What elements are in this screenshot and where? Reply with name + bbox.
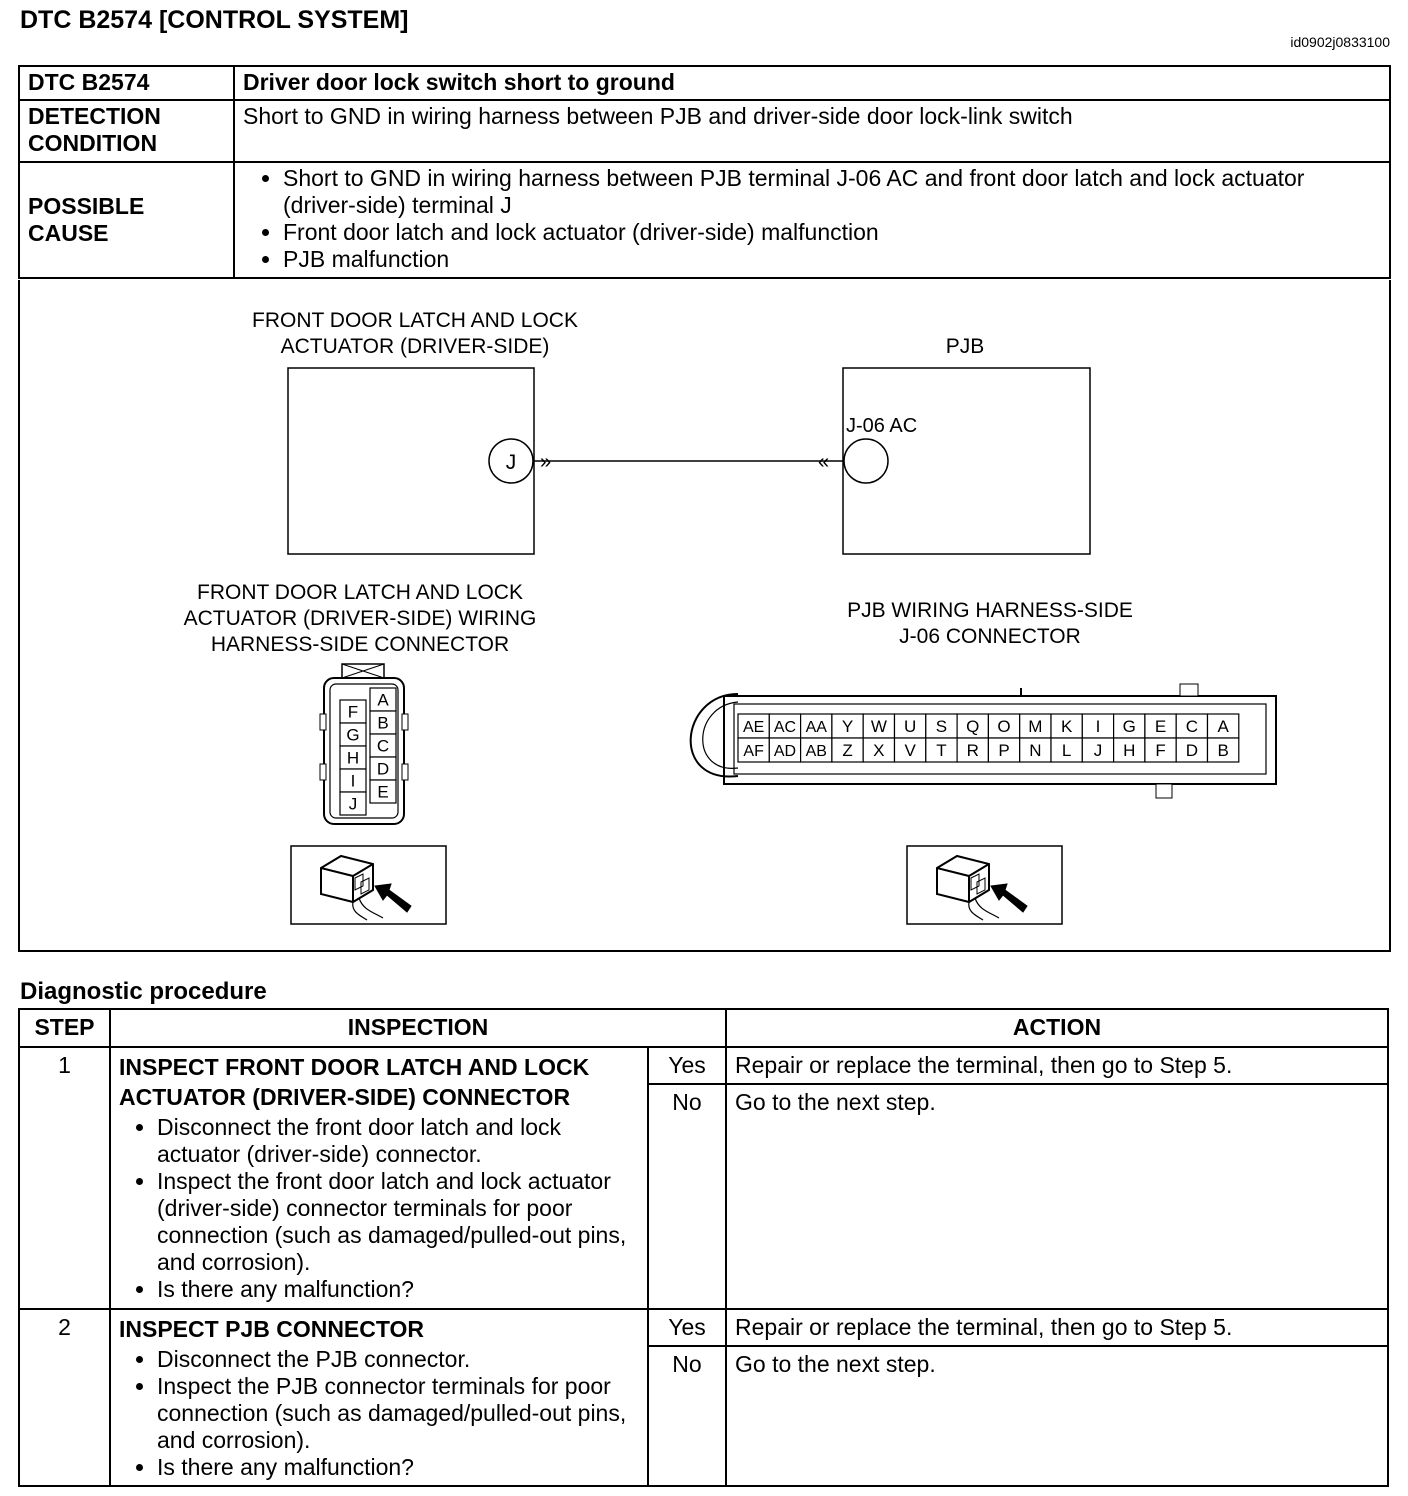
yes-action: Repair or replace the terminal, then go to Step 5. xyxy=(726,1309,1388,1346)
pjb-pin: A xyxy=(1217,717,1229,736)
step-title: INSPECT FRONT DOOR LATCH AND LOCK ACTUATOR (DRIVER-SIDE) CONNECTOR xyxy=(119,1054,590,1110)
actuator-terminal-label: J xyxy=(505,451,517,474)
step-bullets xyxy=(119,1114,639,1303)
detection-label: DETECTION CONDITION xyxy=(19,100,234,162)
no-action: Go to the next step. xyxy=(726,1346,1388,1486)
pjb-title: PJB xyxy=(945,335,985,358)
list-item: • Disconnect the front door latch and lock actuator (driver-side) connector. xyxy=(157,1114,639,1168)
connector-mark-left: » xyxy=(540,451,552,473)
pjb-connector-title-line: PJB WIRING HARNESS-SIDE xyxy=(847,599,1133,622)
pjb-pin: AE xyxy=(742,719,765,736)
pjb-pin: AF xyxy=(743,743,764,760)
list-item: • PJB malfunction xyxy=(283,246,1381,273)
actuator-pin: A xyxy=(377,690,389,710)
actuator-connector-title-line: FRONT DOOR LATCH AND LOCK xyxy=(197,581,523,604)
pjb-terminal-circle xyxy=(844,439,888,483)
actuator-pin: E xyxy=(377,782,389,802)
pjb-pin: W xyxy=(870,717,887,736)
actuator-connector-title xyxy=(160,580,560,658)
actuator-connector-title-line: HARNESS-SIDE CONNECTOR xyxy=(210,633,510,656)
pjb-terminal-label: J-06 AC xyxy=(846,415,918,437)
list-item: • Disconnect the PJB connector. xyxy=(157,1346,639,1373)
dtc-code: DTC B2574 xyxy=(19,66,234,100)
connector-mark-right: « xyxy=(818,451,830,473)
col-step: STEP xyxy=(19,1009,110,1047)
pjb-pin: D xyxy=(1185,741,1198,760)
pjb-pin: H xyxy=(1123,741,1136,760)
procedure-heading: Diagnostic procedure xyxy=(20,978,267,1005)
pjb-pin: K xyxy=(1060,717,1073,736)
actuator-pin: F xyxy=(347,702,359,722)
no-action: Go to the next step. xyxy=(726,1084,1388,1309)
table-row xyxy=(19,1309,1388,1346)
pjb-pin: AC xyxy=(773,719,797,736)
connector-view-icon-right xyxy=(907,846,1062,924)
pjb-pin: AD xyxy=(773,743,797,760)
actuator-title-line: ACTUATOR (DRIVER-SIDE) xyxy=(280,335,550,358)
step-number: 2 xyxy=(19,1309,110,1486)
actuator-title xyxy=(220,308,610,360)
actuator-pin: C xyxy=(376,736,390,756)
pjb-pin: Z xyxy=(842,741,853,760)
document-id: id0902j0833100 xyxy=(1290,34,1390,50)
pjb-connector-face xyxy=(691,684,1276,798)
page-title: DTC B2574 [CONTROL SYSTEM] xyxy=(20,6,409,34)
list-item: • Is there any malfunction? xyxy=(157,1276,639,1303)
pjb-pin: S xyxy=(935,717,948,736)
pjb-pin: U xyxy=(904,717,917,736)
step-title: INSPECT PJB CONNECTOR xyxy=(119,1316,425,1342)
pjb-pin: AA xyxy=(805,719,827,736)
pjb-pin: I xyxy=(1095,717,1101,736)
list-item: • Is there any malfunction? xyxy=(157,1454,639,1481)
pjb-pin: F xyxy=(1155,741,1166,760)
cause-label: POSSIBLE CAUSE xyxy=(19,162,234,278)
list-item: • Front door latch and lock actuator (driver-side) malfunction xyxy=(283,219,1381,246)
actuator-pin: J xyxy=(348,794,358,814)
pjb-pin: L xyxy=(1061,741,1072,760)
col-action: ACTION xyxy=(726,1009,1388,1047)
table-row xyxy=(19,1047,1388,1084)
list-item: • Inspect the front door latch and lock actuator (driver-side) connector terminals for poor connection (such as damaged/pulled-out pins, and corrosion). xyxy=(157,1168,639,1276)
pjb-pin: T xyxy=(936,741,947,760)
procedure-table xyxy=(18,1008,1389,1487)
pjb-pin: X xyxy=(873,741,885,760)
pjb-pin: G xyxy=(1122,717,1136,736)
yes-label: Yes xyxy=(648,1309,726,1346)
dtc-info-table xyxy=(18,65,1391,279)
pjb-pin: N xyxy=(1029,741,1042,760)
yes-label: Yes xyxy=(648,1047,726,1084)
pjb-pin: R xyxy=(966,741,979,760)
actuator-pin: G xyxy=(346,725,360,745)
pjb-connector-title-line: J-06 CONNECTOR xyxy=(899,625,1081,648)
pjb-pin: O xyxy=(997,717,1011,736)
actuator-connector-face xyxy=(320,664,408,824)
pjb-pin: Q xyxy=(966,717,980,736)
pjb-pin: E xyxy=(1154,717,1167,736)
pjb-pin: V xyxy=(904,741,916,760)
dtc-description: Driver door lock switch short to ground xyxy=(234,66,1390,100)
step-bullets xyxy=(119,1346,639,1481)
pjb-pin: M xyxy=(1028,717,1043,736)
pjb-pin: P xyxy=(998,741,1010,760)
no-label: No xyxy=(648,1084,726,1309)
pjb-pin: B xyxy=(1217,741,1229,760)
actuator-pin: D xyxy=(376,759,390,779)
actuator-pin: I xyxy=(350,771,356,791)
pjb-pin: Y xyxy=(841,717,854,736)
col-inspection: INSPECTION xyxy=(110,1009,726,1047)
pjb-connector-title xyxy=(790,598,1190,650)
no-label: No xyxy=(648,1346,726,1486)
list-item: • Inspect the PJB connector terminals for poor connection (such as damaged/pulled-out pins, and corrosion). xyxy=(157,1373,639,1454)
connector-view-icon-left xyxy=(291,846,446,924)
list-item: • Short to GND in wiring harness between PJB terminal J-06 AC and front door latch and lock actuator (driver-side) terminal J xyxy=(283,165,1381,219)
pjb-pin: AB xyxy=(805,743,827,760)
actuator-connector-title-line: ACTUATOR (DRIVER-SIDE) WIRING xyxy=(183,607,537,630)
cause-list xyxy=(243,165,1381,273)
wiring-diagram xyxy=(18,280,1391,952)
pjb-pin: J xyxy=(1093,741,1103,760)
pjb-pin: C xyxy=(1185,717,1198,736)
actuator-pin: H xyxy=(346,748,360,768)
actuator-pin: B xyxy=(377,713,389,733)
yes-action: Repair or replace the terminal, then go to Step 5. xyxy=(726,1047,1388,1084)
step-number: 1 xyxy=(19,1047,110,1309)
actuator-title-line: FRONT DOOR LATCH AND LOCK xyxy=(252,309,578,332)
detection-text: Short to GND in wiring harness between PJB and driver-side door lock-link switch xyxy=(234,100,1390,162)
